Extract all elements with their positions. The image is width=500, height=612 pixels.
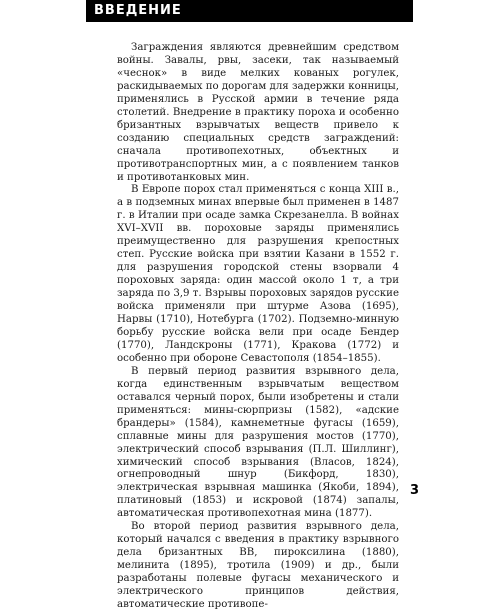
- chapter-header-bar: [86, 0, 413, 22]
- page-number: 3: [410, 483, 420, 498]
- paragraph: В Европе порох стал применяться с конца XIII в., а в подземных минах впервые был применен в 1487 г. в Италии при осаде замка Скрезанелла. В войнах XVI–XVII вв. пороховые заряды применялись преимущественно для разрушения крепостных степ. Русские войска при взятии Казани в 1552 г. для разрушения городской стены взорвали 4 пороховых заряда: один массой около 1 т, а три заряда по 3,9 т. Взрывы пороховых зарядов русские войска применяли при штурме Азова (1695), Нарвы (1710), Нотебурга (1702). Подземно-минную борьбу русские войска вели при осаде Бендер (1770), Ландскроны (1771), Кракова (1772) и особенно при обороне Севастополя (1854–1855).: [117, 184, 399, 364]
- paragraph: В первый период развития взрывного дела, когда единственным взрывчатым веществом оставался черный порох, были изобретены и стали применяться: мины-сюрпризы (1582), «адские брандеры» (1584), камнеметные фугасы (1659), сплавные мины для разрушения мостов (1770), электрический способ взрывания (П.Л. Шиллинг), химический способ взрывания (Власов, 1824), огнепроводный шнур (Бикфорд, 1830), электрическая взрывная машинка (Якоби, 1894), платиновый (1853) и искровой (1874) запалы, автоматическая противопехотная мина (1877).: [117, 365, 399, 520]
- paragraph: Во второй период развития взрывного дела, который начался с введения в практику взрывного дела бризантных ВВ, пироксилина (1880), мелинита (1895), тротила (1909) и др., были разработаны полевые фугасы механического и электрического принципов действия, автоматические противопе-: [117, 521, 399, 610]
- body-text: [117, 42, 399, 612]
- paragraph: Заграждения являются древнейшим средством войны. Завалы, рвы, засеки, так называемый «чеснок» в виде мелких кованых рогулек, раскидываемых по дорогам для задержки конницы, применялись в Русской армии в течение ряда столетий. Внедрение в практику пороха и особенно бризантных взрывчатых веществ привело к созданию специальных средств заграждений: сначала противопехотных, объектных и противотранспортных мин, а с появлением танков и противотанковых мин.: [117, 42, 399, 183]
- chapter-title: ВВЕДЕНИЕ: [94, 3, 182, 18]
